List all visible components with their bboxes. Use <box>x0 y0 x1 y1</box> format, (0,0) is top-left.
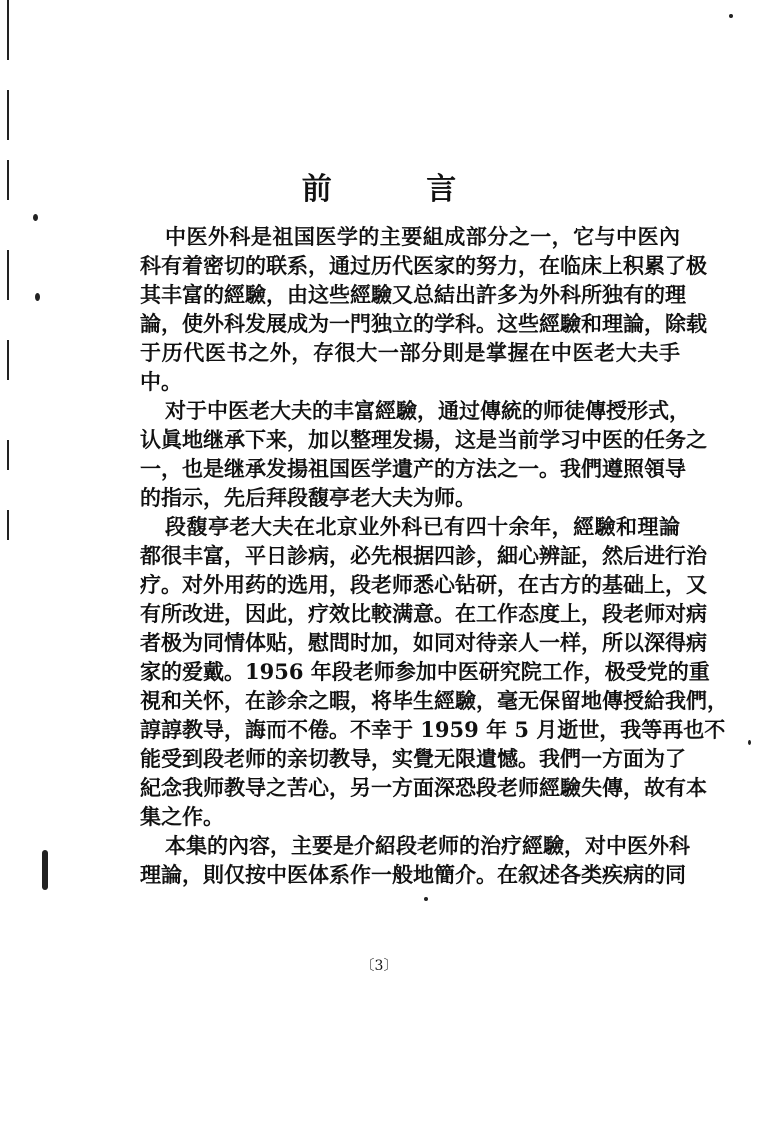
paragraph <box>140 222 707 396</box>
scan-edge-mark <box>7 510 9 540</box>
scan-edge-mark <box>7 340 9 380</box>
text-line: 能受到段老师的亲切教导，实覺无限遺憾。我們一方面为了 <box>140 746 686 771</box>
scan-speck <box>35 293 40 301</box>
scan-edge-mark <box>7 250 9 300</box>
text-line: 家的爱戴。1956 年段老师参加中医研究院工作，极受党的重 <box>140 659 710 684</box>
text-line: 都很丰富，平日診病，必先根据四診，細心辨証，然后进行治 <box>140 543 707 568</box>
text-line: 段馥亭老大夫在北京业外科已有四十余年，經驗和理論 <box>165 514 680 539</box>
text-line: 紀念我师教导之苦心，另一方面深恐段老师經驗失傳，故有本 <box>140 775 707 800</box>
scan-speck <box>424 897 428 901</box>
text-line: 对于中医老大夫的丰富經驗，通过傳統的师徒傳授形式， <box>165 398 690 423</box>
paragraph <box>140 396 707 512</box>
text-line: 集之作。 <box>140 804 224 829</box>
scan-speck <box>748 740 751 745</box>
text-line: 本集的內容，主要是介紹段老师的治疗經驗，对中医外科 <box>165 833 690 858</box>
text-line: 于历代医书之外，存很大一部分則是掌握在中医老大夫手 <box>140 340 680 365</box>
text-line: 一，也是继承发揚祖国医学遺产的方法之一。我們遵照領导 <box>140 456 686 481</box>
text-line: 疗。对外用药的选用，段老师悉心钻研，在古方的基础上，又 <box>140 572 707 597</box>
page-title: 前 言 <box>301 172 499 207</box>
scan-speck <box>729 14 733 18</box>
text-line: 有所改进，因此，疗效比較满意。在工作态度上，段老师对病 <box>140 601 707 626</box>
text-line: 的指示，先后拜段馥亭老大夫为师。 <box>140 485 476 510</box>
text-line: 論，使外科发展成为一門独立的学科。这些經驗和理論，除载 <box>140 311 707 336</box>
text-line: 中医外科是祖国医学的主要組成部分之一，它与中医內 <box>165 224 680 249</box>
text-line: 者极为同情体贴，慰問时加，如同对待亲人一样，所以深得病 <box>140 630 707 655</box>
scan-speck <box>33 214 38 221</box>
text-line: 认眞地继承下来，加以整理发揚，这是当前学习中医的任务之 <box>140 427 707 452</box>
text-line: 理論，則仅按中医体系作一般地簡介。在叙述各类疾病的同 <box>140 862 686 887</box>
paragraph <box>140 831 690 889</box>
text-line: 科有着密切的联系，通过历代医家的努力，在临床上积累了极 <box>140 253 707 278</box>
text-line: 中。 <box>140 369 182 394</box>
scan-speck <box>42 850 48 890</box>
text-line: 其丰富的經驗，由这些經驗又总結出許多为外科所独有的理 <box>140 282 686 307</box>
scan-edge-mark <box>7 440 9 470</box>
scan-edge-mark <box>7 0 9 60</box>
text-line: 諄諄教导，誨而不倦。不幸于 1959 年 5 月逝世，我等再也不 <box>140 717 726 742</box>
paragraph <box>140 512 728 831</box>
page-number: 〔3〕 <box>360 958 398 974</box>
document-body <box>140 222 728 889</box>
scan-edge-mark <box>7 90 9 140</box>
text-line: 視和关怀，在診余之暇，将毕生經驗，毫无保留地傳授給我們， <box>140 688 728 713</box>
